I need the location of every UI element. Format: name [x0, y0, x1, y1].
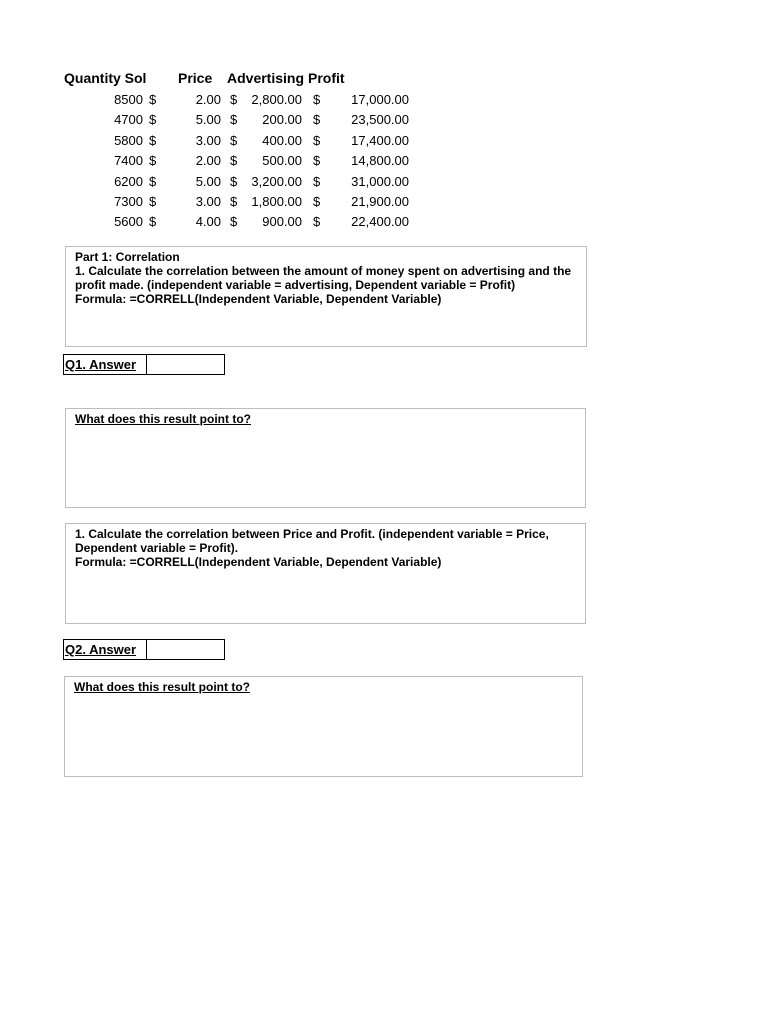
header-quantity: Quantity Sol [64, 70, 147, 86]
q1-text-line2: profit made. (independent variable = advertising, Dependent variable = Profit) [75, 278, 516, 292]
currency-symbol: $ [313, 153, 321, 168]
currency-symbol: $ [313, 194, 321, 209]
quantity-cell: 7400 [114, 153, 143, 168]
price-cell: 3.00 [195, 133, 221, 148]
q1-answer-cell[interactable] [147, 355, 224, 374]
profit-cell: 17,000.00 [351, 92, 409, 107]
profit-cell: 14,800.00 [351, 153, 409, 168]
q1-formula: Formula: =CORRELL(Independent Variable, Dependent Variable) [75, 292, 442, 306]
currency-symbol: $ [149, 92, 157, 107]
currency-symbol: $ [230, 112, 238, 127]
currency-symbol: $ [230, 214, 238, 229]
header-profit: Profit [308, 70, 345, 86]
q1-followup-box[interactable] [65, 408, 586, 508]
q1-followup-prompt: What does this result point to? [75, 412, 251, 426]
currency-symbol: $ [149, 174, 157, 189]
quantity-cell: 7300 [114, 194, 143, 209]
price-cell: 2.00 [195, 153, 221, 168]
q2-answer-cell[interactable] [147, 640, 224, 659]
q1-text-line1: 1. Calculate the correlation between the amount of money spent on advertising and the [75, 264, 572, 278]
profit-cell: 23,500.00 [351, 112, 409, 127]
q2-answer-label: Q2. Answer [64, 640, 147, 659]
price-cell: 5.00 [195, 174, 221, 189]
currency-symbol: $ [313, 112, 321, 127]
currency-symbol: $ [230, 133, 238, 148]
currency-symbol: $ [230, 153, 238, 168]
q2-formula: Formula: =CORRELL(Independent Variable, Dependent Variable) [75, 555, 442, 569]
advertising-cell: 400.00 [262, 133, 302, 148]
profit-cell: 21,900.00 [351, 194, 409, 209]
advertising-cell: 900.00 [262, 214, 302, 229]
quantity-cell: 5800 [114, 133, 143, 148]
q2-text-line2: Dependent variable = Profit). [75, 541, 239, 555]
advertising-cell: 3,200.00 [251, 174, 302, 189]
currency-symbol: $ [313, 133, 321, 148]
advertising-cell: 200.00 [262, 112, 302, 127]
advertising-cell: 500.00 [262, 153, 302, 168]
q1-answer-label: Q1. Answer [64, 355, 147, 374]
currency-symbol: $ [149, 153, 157, 168]
currency-symbol: $ [230, 174, 238, 189]
quantity-cell: 8500 [114, 92, 143, 107]
header-advertising: Advertising [227, 70, 305, 86]
currency-symbol: $ [149, 112, 157, 127]
currency-symbol: $ [149, 133, 157, 148]
q2-followup-prompt: What does this result point to? [74, 680, 250, 694]
currency-symbol: $ [313, 174, 321, 189]
currency-symbol: $ [230, 194, 238, 209]
profit-cell: 17,400.00 [351, 133, 409, 148]
advertising-cell: 2,800.00 [251, 92, 302, 107]
currency-symbol: $ [149, 214, 157, 229]
q2-followup-box[interactable] [64, 676, 583, 777]
part-title: Part 1: Correlation [75, 250, 180, 264]
question-1-box [65, 246, 587, 347]
q2-answer [63, 639, 225, 660]
q1-answer [63, 354, 225, 375]
profit-cell: 31,000.00 [351, 174, 409, 189]
q2-text-line1: 1. Calculate the correlation between Price and Profit. (independent variable = Price, [75, 527, 549, 541]
currency-symbol: $ [313, 214, 321, 229]
currency-symbol: $ [230, 92, 238, 107]
header-price: Price [178, 70, 213, 86]
quantity-cell: 4700 [114, 112, 143, 127]
question-2-box [65, 523, 586, 624]
quantity-cell: 6200 [114, 174, 143, 189]
currency-symbol: $ [149, 194, 157, 209]
quantity-cell: 5600 [114, 214, 143, 229]
profit-cell: 22,400.00 [351, 214, 409, 229]
price-cell: 2.00 [195, 92, 221, 107]
price-cell: 4.00 [195, 214, 221, 229]
currency-symbol: $ [313, 92, 321, 107]
advertising-cell: 1,800.00 [251, 194, 302, 209]
price-cell: 5.00 [195, 112, 221, 127]
price-cell: 3.00 [195, 194, 221, 209]
